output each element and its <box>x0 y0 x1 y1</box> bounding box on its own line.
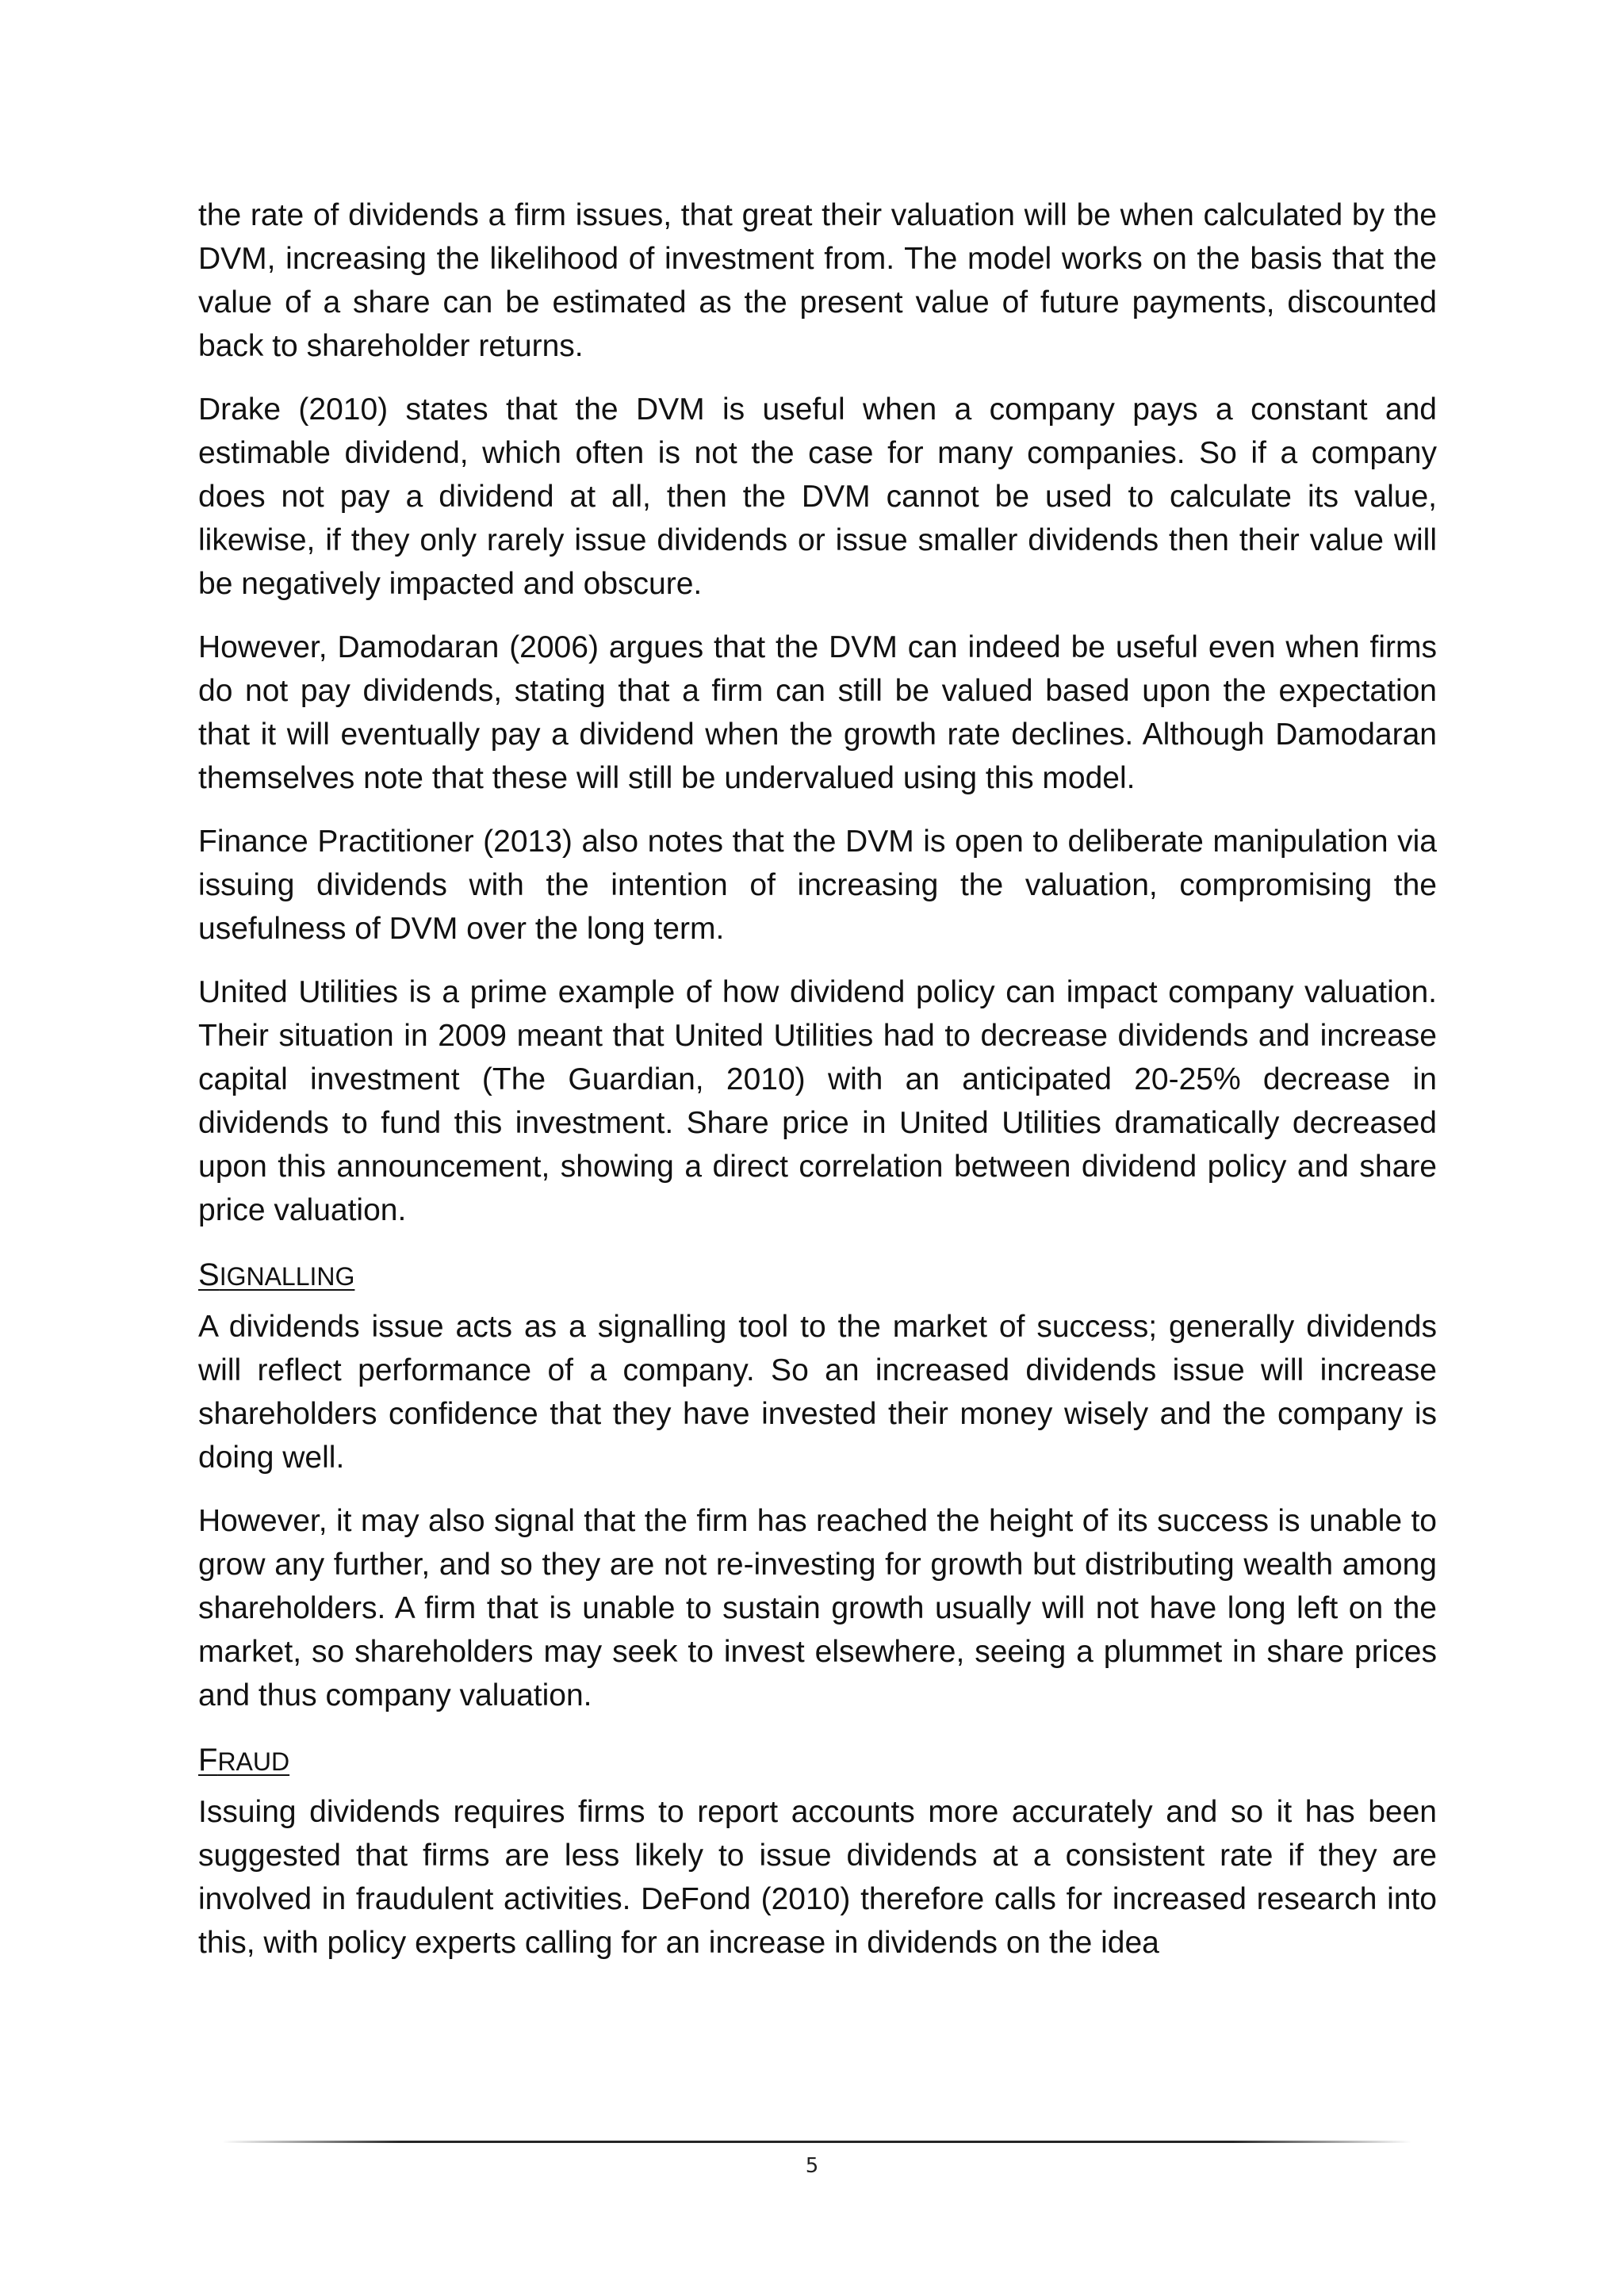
page-number: 5 <box>805 2154 819 2178</box>
heading-signalling <box>198 1256 1437 1295</box>
heading-fraud-rest: RAUD <box>217 1747 290 1776</box>
paragraph-united-utilities: United Utilities is a prime example of how dividend policy can impact company valuation. Their situation in 2009 meant that United Utilities had to decrease dividends and increase capital investment (The Guardian, 2010) with an anticipated 20-25% decrease in dividends to fund this investment. Share price in United Utilities dramatically decreased upon this announcement, showing a direct correlation between dividend policy and share price valuation. <box>198 975 1437 1227</box>
heading-signalling-rest: IGNALLING <box>219 1262 355 1291</box>
footer-divider <box>222 2141 1411 2143</box>
paragraph-signalling-growth: However, it may also signal that the firm has reached the height of its success is unable to grow any further, and so they are not re-investing for growth but distributing wealth among shareholders. A firm that is unable to sustain growth usually will not have long left on the market, so shareholders may seek to invest elsewhere, seeing a plummet in share prices and thus company valuation. <box>198 1504 1437 1712</box>
document-body <box>198 193 1437 1984</box>
paragraph-signalling-tool: A dividends issue acts as a signalling tool to the market of success; generally dividends will reflect performance of a company. So an increased dividends issue will increase shareholders confidence that they have invested their money wisely and the company is doing well. <box>198 1310 1437 1475</box>
heading-fraud <box>198 1741 1437 1781</box>
paragraph-fraud-defond: Issuing dividends requires firms to report accounts more accurately and so it has been suggested that firms are less likely to issue dividends at a consistent rate if they are involved in fraudulent activities. DeFond (2010) therefore calls for increased research into this, with policy experts calling for an increase in dividends on the idea <box>198 1795 1437 1960</box>
paragraph-finance-practitioner: Finance Practitioner (2013) also notes that the DVM is open to deliberate manipulation via issuing dividends with the intention of increasing the valuation, compromising the usefulness of DVM over the long term. <box>198 825 1437 946</box>
paragraph-drake-2010: Drake (2010) states that the DVM is useful when a company pays a constant and estimable dividend, which often is not the case for many companies. So if a company does not pay a dividend at all, then the DVM cannot be used to calculate its value, likewise, if they only rarely issue dividends or issue smaller dividends then their value will be negatively impacted and obscure. <box>198 392 1437 601</box>
paragraph-dvm-valuation: the rate of dividends a firm issues, that great their valuation will be when calculated by the DVM, increasing the likelihood of investment from. The model works on the basis that the value of a share can be estimated as the present value of future payments, discounted back to shareholder returns. <box>198 198 1437 363</box>
heading-signalling-initial: S <box>198 1257 220 1292</box>
paragraph-damodaran-2006: However, Damodaran (2006) argues that the DVM can indeed be useful even when firms do not pay dividends, stating that a firm can still be valued based upon the expectation that it will eventually pay a dividend when the growth rate declines. Although Damodaran themselves note that these will still be undervalued using this model. <box>198 630 1437 795</box>
heading-fraud-initial: F <box>198 1743 218 1777</box>
